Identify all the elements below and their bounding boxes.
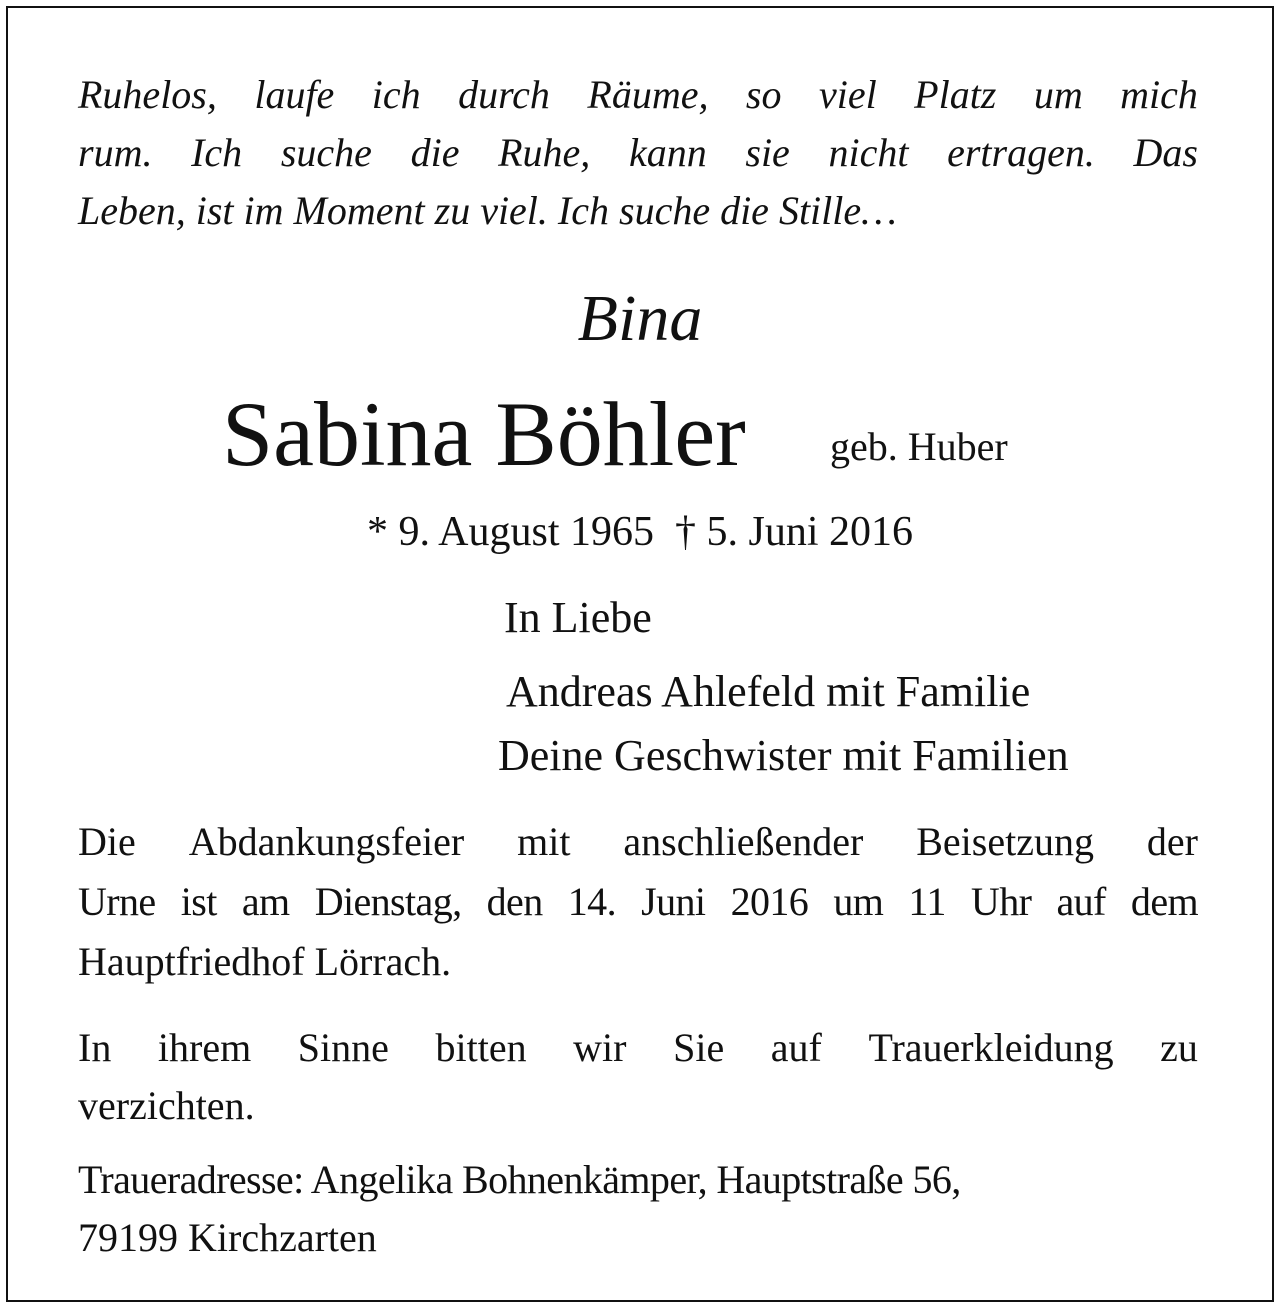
- poem-line-2: [78, 124, 1198, 182]
- word: Urne: [78, 879, 156, 924]
- deceased-name: Sabina Böhler: [222, 383, 746, 485]
- word: mich: [1120, 72, 1198, 117]
- word: Ruhe,: [498, 130, 591, 175]
- word: bitten: [435, 1025, 527, 1070]
- request-line-2: verzichten.: [78, 1083, 255, 1128]
- mourner-2: Deine Geschwister mit Familien: [498, 731, 1069, 780]
- word: Das: [1133, 130, 1198, 175]
- word: ist: [180, 879, 217, 924]
- word: um: [1033, 72, 1083, 117]
- word: viel: [818, 72, 877, 117]
- word: Dienstag,: [314, 879, 462, 924]
- poem-line-1: [78, 66, 1198, 124]
- word: um: [833, 879, 884, 924]
- word: In: [78, 1025, 112, 1070]
- word: zu: [1160, 1025, 1198, 1070]
- word: die: [410, 130, 460, 175]
- mourner-1: Andreas Ahlefeld mit Familie: [506, 667, 1031, 716]
- word: ihrem: [157, 1025, 252, 1070]
- word: laufe: [254, 72, 335, 117]
- word: 14.: [567, 879, 616, 924]
- word: Abdankungsfeier: [188, 819, 465, 864]
- word: Trauerkleidung: [868, 1025, 1114, 1070]
- life-dates: * 9. August 1965 † 5. Juni 2016: [366, 509, 914, 555]
- word: Die: [78, 819, 136, 864]
- word: Ruhelos,: [78, 72, 217, 117]
- request-line-1: [78, 1018, 1198, 1078]
- word: 2016: [730, 879, 809, 924]
- word: dem: [1130, 879, 1198, 924]
- word: Beisetzung: [916, 819, 1094, 864]
- word: der: [1146, 819, 1198, 864]
- in-love-label: In Liebe: [504, 593, 652, 642]
- word: anschließender: [623, 819, 864, 864]
- poem-line-3: Leben, ist im Moment zu viel. Ich suche die Stille…: [78, 188, 897, 233]
- word: Juni: [641, 879, 706, 924]
- address-line-2: 79199 Kirchzarten: [78, 1215, 377, 1260]
- word: am: [241, 879, 290, 924]
- nickname: Bina: [577, 282, 703, 355]
- word: ich: [371, 72, 421, 117]
- word: Uhr: [970, 879, 1032, 924]
- address-line-1: Traueradresse: Angelika Bohnenkämper, Hauptstraße 56,: [78, 1157, 961, 1202]
- word: wir: [573, 1025, 627, 1070]
- ceremony-line-3: Hauptfriedhof Lörrach.: [78, 939, 452, 984]
- word: Ich: [191, 130, 243, 175]
- word: nicht: [828, 130, 909, 175]
- word: suche: [280, 130, 372, 175]
- word: Räume,: [587, 72, 709, 117]
- word: Sinne: [297, 1025, 389, 1070]
- maiden-name: geb. Huber: [830, 424, 1008, 469]
- word: so: [745, 72, 782, 117]
- word: Sie: [673, 1025, 725, 1070]
- word: kann: [628, 130, 707, 175]
- word: auf: [770, 1025, 822, 1070]
- word: Platz: [914, 72, 997, 117]
- word: sie: [745, 130, 790, 175]
- word: rum.: [78, 130, 153, 175]
- word: durch: [458, 72, 550, 117]
- ceremony-line-2: [78, 872, 1198, 932]
- word: mit: [517, 819, 571, 864]
- word: ertragen.: [947, 130, 1095, 175]
- ceremony-line-1: [78, 812, 1198, 872]
- word: auf: [1056, 879, 1106, 924]
- word: 11: [908, 879, 946, 924]
- word: den: [486, 879, 543, 924]
